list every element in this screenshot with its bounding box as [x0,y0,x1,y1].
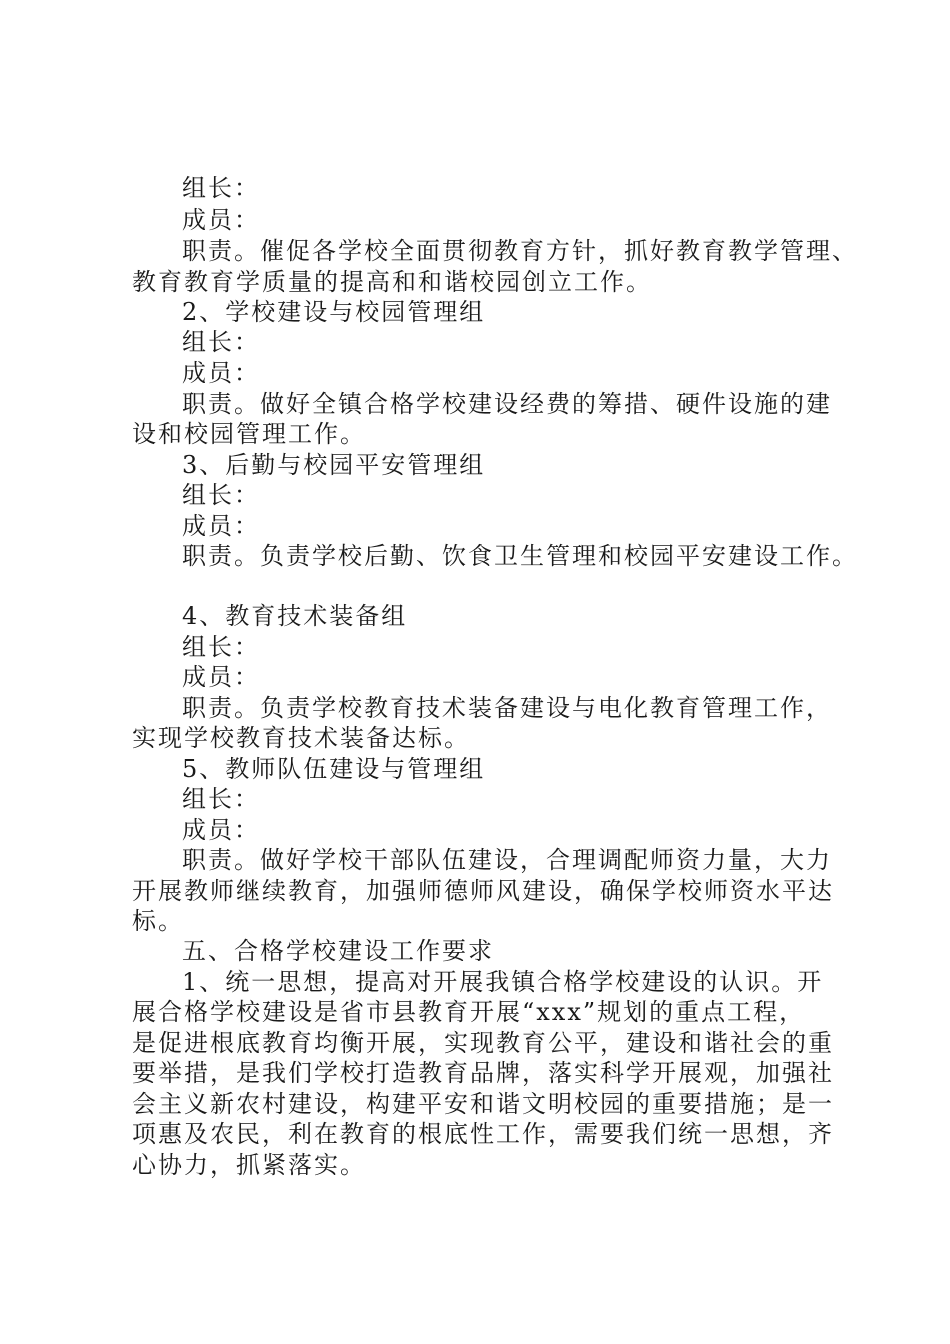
duty-paragraph-line: 职责。做好全镇合格学校建设经费的筹措、硬件设施的建 [182,390,832,418]
requirement-paragraph-line: 要举措，是我们学校打造教育品牌，落实科学开展观，加强社 [132,1059,834,1087]
duty-paragraph-line: 职责。做好学校干部队伍建设，合理调配师资力量，大力 [182,846,832,874]
section-heading: 5、教师队伍建设与管理组 [182,755,486,783]
group-leader-label: 组长： [182,481,260,509]
requirement-paragraph-line: 是促进根底教育均衡开展，实现教育公平，建设和谐社会的重 [132,1029,834,1057]
section-heading: 3、后勤与校园平安管理组 [182,451,486,479]
requirement-paragraph-line: 展合格学校建设是省市县教育开展“xxx”规划的重点工程， [132,998,806,1026]
section-heading: 4、教育技术装备组 [182,602,408,630]
duty-paragraph-line: 职责。催促各学校全面贯彻教育方针，抓好教育教学管理、 [182,237,858,265]
section-heading: 2、学校建设与校园管理组 [182,298,486,326]
requirement-paragraph-line: 项惠及农民，利在教育的根底性工作，需要我们统一思想，齐 [132,1120,834,1148]
duty-paragraph-line: 标。 [132,907,184,935]
duty-paragraph-line: 职责。负责学校后勤、饮食卫生管理和校园平安建设工作。 [182,542,858,570]
duty-paragraph-line: 职责。负责学校教育技术装备建设与电化教育管理工作， [182,694,832,722]
group-members-label: 成员： [182,816,260,844]
duty-paragraph-line: 教育教育学质量的提高和和谐校园创立工作。 [132,268,652,296]
group-leader-label: 组长： [182,328,260,356]
group-members-label: 成员： [182,663,260,691]
requirement-paragraph-line: 心协力，抓紧落实。 [132,1151,366,1179]
requirement-paragraph-line: 1、统一思想，提高对开展我镇合格学校建设的认识。开 [182,968,824,996]
group-leader-label: 组长： [182,785,260,813]
chapter-heading: 五、合格学校建设工作要求 [182,937,494,965]
duty-paragraph-line: 开展教师继续教育，加强师德师风建设，确保学校师资水平达 [132,877,834,905]
group-members-label: 成员： [182,206,260,234]
duty-paragraph-line: 实现学校教育技术装备达标。 [132,724,470,752]
group-leader-label: 组长： [182,633,260,661]
requirement-paragraph-line: 会主义新农村建设，构建平安和谐文明校园的重要措施；是一 [132,1090,834,1118]
group-leader-label: 组长： [182,174,260,202]
duty-paragraph-line: 设和校园管理工作。 [132,420,366,448]
group-members-label: 成员： [182,359,260,387]
group-members-label: 成员： [182,512,260,540]
